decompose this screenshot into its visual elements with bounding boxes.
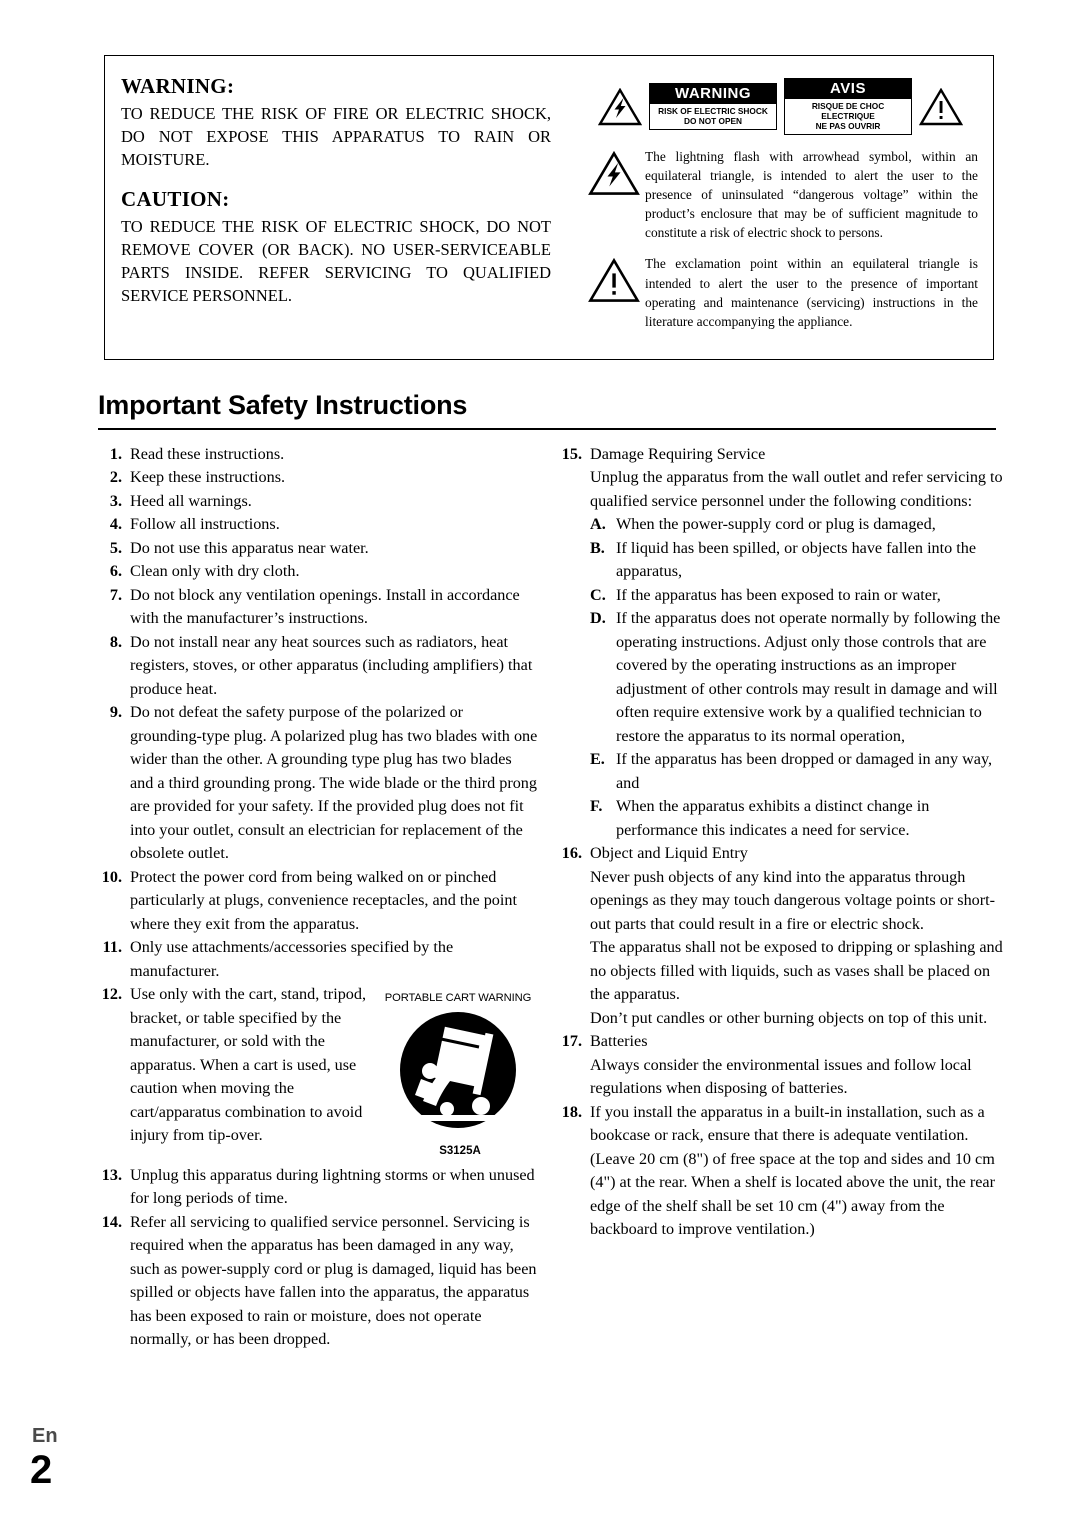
sub-list-item (590, 748, 1004, 795)
portable-cart-warning-figure (378, 985, 538, 1161)
list-item-paragraph: Do not install near any heat sources such as radiators, heat registers, stoves, or other apparatus (including amplifiers) that produce heat. (130, 632, 533, 698)
list-item-text (590, 1101, 1004, 1242)
list-item-paragraph: Batteries (590, 1032, 648, 1051)
list-item-number: 7. (109, 585, 122, 604)
list-item-text (590, 443, 1004, 842)
list-item-number: 3. (109, 491, 122, 510)
list-item-paragraph: Do not use this apparatus near water. (130, 538, 369, 557)
warning-badge-fr (784, 78, 912, 135)
note-lightning-text: The lightning flash with arrowhead symbol, within an equilateral triangle, is intended to alert the user to the presence of uninsulated “dangerous voltage” within the product’s enclosure that may be of sufficient magnitude to constitute a risk of electric shock to persons. (645, 149, 978, 241)
list-item (98, 466, 538, 489)
sub-list-item-text: When the power-supply cord or plug is damaged, (616, 515, 936, 534)
list-item-paragraph: Always consider the environmental issues and follow local regulations when disposing of batteries. (590, 1055, 972, 1098)
list-item-text (590, 1030, 1004, 1100)
note-lightning (583, 147, 978, 242)
cart-tipover-icon (383, 1009, 533, 1131)
list-item-paragraph: Object and Liquid Entry (590, 844, 748, 863)
safety-list-left (98, 443, 538, 1351)
sub-list-item-label: F. (590, 797, 603, 816)
footer-language: En (32, 1425, 58, 1447)
sub-list-item-label: A. (590, 515, 606, 534)
list-item (98, 1211, 538, 1352)
sub-list-item (590, 795, 1004, 842)
sub-list-item-text: If the apparatus does not operate normally by following the operating instructions. Adjust only those controls that are covered by the operating instructions as an improper adjustment of other controls may result in damage and will often require extensive work by a qualified technician to restore the apparatus to its normal operation, (616, 609, 1001, 745)
list-item (558, 443, 1004, 842)
warning-badge-fr-title: AVIS (785, 79, 911, 99)
list-item-number: 15. (561, 445, 582, 463)
caution-body: TO REDUCE THE RISK OF ELECTRIC SHOCK, DO NOT REMOVE COVER (OR BACK). NO USER-SERVICEABLE PARTS INSIDE. REFER SERVICING TO QUALIFIED SERVICE PERSONNEL. (121, 217, 551, 305)
list-item-paragraph: (Leave 20 cm (8") of free space at the top and sides and 10 cm (4") at the rear. When a shelf is located above the unit, the rear edge of the shelf shall be set 10 cm (4") away from the backboard to improve ventilation.) (590, 1149, 995, 1238)
list-item-text (130, 513, 538, 536)
sub-list-item-label: E. (590, 750, 605, 769)
list-item (558, 842, 1004, 1030)
sub-list-item-text: If the apparatus has been exposed to rain or water, (616, 585, 941, 604)
list-item-number: 16. (561, 844, 582, 863)
list-item-text (130, 1211, 538, 1352)
badge-row (583, 78, 978, 135)
list-item-number: 17. (561, 1032, 582, 1051)
list-item (98, 631, 538, 701)
list-item (558, 1030, 1004, 1100)
list-item-number: 1. (109, 445, 122, 463)
sub-list-item (590, 584, 1004, 607)
safety-list-left-column (98, 443, 538, 1351)
sub-list-item-label: C. (590, 585, 606, 604)
list-item-text (130, 443, 538, 466)
warning-badge-en-title: WARNING (650, 84, 776, 104)
list-item-text (130, 701, 538, 865)
list-item (98, 584, 538, 631)
list-item-number: 14. (101, 1212, 122, 1231)
list-item-text (130, 631, 538, 701)
list-item-text (130, 537, 538, 560)
list-item (558, 1101, 1004, 1242)
note-exclamation (583, 254, 978, 330)
cart-figure-code: S3125A (439, 1145, 481, 1158)
list-item-text (130, 1164, 538, 1211)
warning-badge-en (649, 83, 777, 130)
list-item-text (130, 983, 538, 1163)
list-item (98, 490, 538, 513)
list-item-paragraph: Heed all warnings. (130, 491, 252, 510)
list-item-paragraph: Unplug this apparatus during lightning storms or when unused for long periods of time. (130, 1165, 535, 1208)
list-item (98, 866, 538, 936)
page-title: Important Safety Instructions (98, 390, 996, 430)
warning-text-block (121, 74, 551, 307)
sub-list-item (590, 607, 1004, 748)
list-item-number: 5. (109, 538, 122, 557)
list-item-text (130, 584, 538, 631)
symbol-panel (583, 78, 978, 331)
list-item-number: 13. (101, 1165, 122, 1184)
list-item-text (130, 866, 538, 936)
list-item-paragraph: Refer all servicing to qualified service personnel. Servicing is required when the apparatus has been damaged in any way, such as power-supply cord or plug is damaged, liquid has been spilled or objects have fallen into the apparatus, the apparatus has been exposed to rain or moisture, does not operate normally, or has been dropped. (130, 1212, 537, 1348)
list-item-number: 6. (109, 562, 122, 581)
warning-heading: WARNING: (121, 74, 235, 98)
list-item-paragraph: Do not block any ventilation openings. Install in accordance with the manufacturer’s instructions. (130, 585, 520, 628)
list-item-paragraph: Only use attachments/accessories specified by the manufacturer. (130, 938, 454, 980)
exclamation-triangle-icon (919, 88, 963, 126)
list-item (98, 443, 538, 466)
list-item-number: 2. (109, 468, 122, 487)
caution-heading: CAUTION: (121, 187, 230, 212)
list-item-paragraph: The apparatus shall not be exposed to dripping or splashing and no objects filled with liquids, such as vases shall be placed on the apparatus. (590, 938, 1003, 1004)
list-item-paragraph: Follow all instructions. (130, 515, 280, 534)
exclamation-triangle-icon-note (583, 254, 645, 308)
list-item (98, 701, 538, 865)
cart-figure-caption: PORTABLE CART WARNING (384, 992, 532, 1005)
warning-badge-en-subtitle: RISK OF ELECTRIC SHOCK DO NOT OPEN (658, 106, 768, 127)
sub-list-item-label: D. (590, 609, 606, 628)
list-item-paragraph: Do not defeat the safety purpose of the polarized or grounding-type plug. A polarized plug has two blades with one wider than the other. A grounding type plug has two blades and a third grounding prong. The wide blade or the third prong are provided for your safety. If the provided plug does not fit into your outlet, consult an electrician for replacement of the obsolete outlet. (130, 703, 538, 863)
list-item-paragraph: Damage Requiring Service (590, 445, 766, 463)
note-exclamation-text: The exclamation point within an equilateral triangle is intended to alert the user to the presence of important operating and maintenance (servicing) instructions in the literature accompanying the appliance. (645, 256, 978, 329)
list-item-number: 4. (109, 515, 122, 534)
list-item-number: 11. (102, 938, 122, 957)
list-item-number: 10. (101, 867, 122, 886)
safety-warning-box (104, 55, 994, 360)
sub-list-item-label: B. (590, 538, 605, 557)
lightning-bolt-triangle-icon (598, 88, 642, 126)
warning-badge-fr-subtitle: RISQUE DE CHOC ELECTRIQUE NE PAS OUVRIR (811, 101, 885, 132)
list-item-paragraph: Clean only with dry cloth. (130, 562, 300, 581)
list-item-paragraph: Unplug the apparatus from the wall outlet and refer servicing to qualified service personnel under the following conditions: (590, 468, 1003, 510)
list-item-text (130, 560, 538, 583)
list-item-text (130, 936, 538, 983)
list-item-text (130, 466, 538, 489)
list-item (98, 936, 538, 983)
list-item (98, 1164, 538, 1211)
list-item-number: 9. (109, 703, 122, 722)
footer-page-number: 2 (30, 1448, 53, 1492)
list-item (98, 537, 538, 560)
list-item (98, 560, 538, 583)
lightning-bolt-triangle-icon-note (583, 147, 645, 201)
page-footer (30, 1425, 150, 1490)
sub-list-item-text: If the apparatus has been dropped or damaged in any way, and (616, 750, 993, 792)
sub-list-item (590, 537, 1004, 584)
sub-list-item-text: If liquid has been spilled, or objects have fallen into the apparatus, (616, 538, 977, 581)
sub-list-item-text: When the apparatus exhibits a distinct change in performance this indicates a need for service. (616, 797, 930, 839)
list-item-number: 18. (561, 1102, 582, 1121)
list-item-text (590, 842, 1004, 1030)
safety-list-right-column (558, 443, 1004, 1241)
list-item (98, 983, 538, 1163)
safety-list-right (558, 443, 1004, 1241)
list-item-number: 8. (109, 632, 122, 651)
list-item-paragraph: Don’t put candles or other burning objects on top of this unit. (590, 1008, 988, 1027)
sub-list-item (590, 513, 1004, 536)
list-item-text (130, 490, 538, 513)
list-item-paragraph: If you install the apparatus in a built-in installation, such as a bookcase or rack, ensure that there is adequate ventilation. (590, 1102, 985, 1145)
warning-body: TO REDUCE THE RISK OF FIRE OR ELECTRIC SHOCK, DO NOT EXPOSE THIS APPARATUS TO RAIN OR MOISTURE. (121, 104, 551, 169)
list-item-paragraph: Never push objects of any kind into the apparatus through openings as they may touch dangerous voltage points or short-out parts that could result in a fire or electric shock. (590, 867, 996, 933)
list-item (98, 513, 538, 536)
list-item-paragraph: Protect the power cord from being walked on or pinched particularly at plugs, convenience receptacles, and the point where they exit from the apparatus. (130, 867, 517, 933)
list-item-paragraph: Read these instructions. (130, 445, 285, 463)
list-item-paragraph: Keep these instructions. (130, 468, 286, 487)
list-item-number: 12. (101, 985, 122, 1004)
list-item-paragraph: Use only with the cart, stand, tripod, bracket, or table specified by the manufacturer, or sold with the apparatus. When a cart is used, use caution when moving the cart/apparatus combination to avoid injury from tip-over. (130, 985, 367, 1145)
